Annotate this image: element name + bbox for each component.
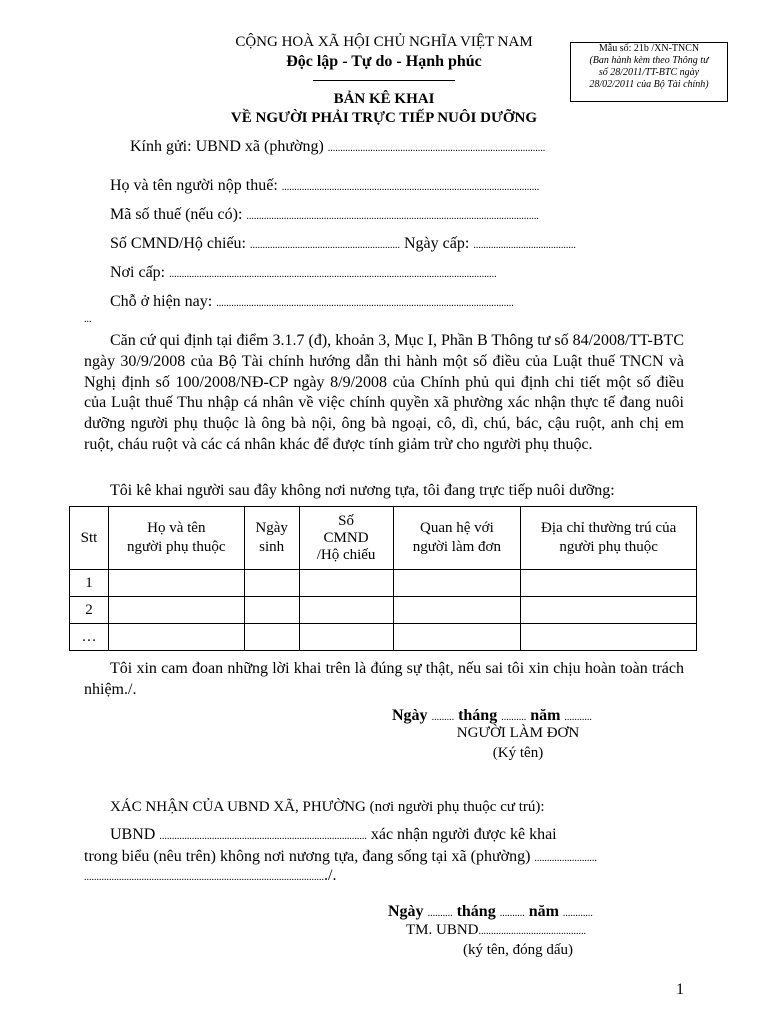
date-year-dots: ............ — [562, 908, 593, 919]
confirmation-line-3 — [84, 867, 336, 885]
id-card-dots: ............................................................ — [250, 240, 400, 251]
form-note-line-1: (Ban hành kèm theo Thông tư — [589, 55, 709, 66]
confirmation-line-3-dots: ................................................................................................ — [84, 872, 324, 883]
date-month-label: tháng — [458, 707, 498, 724]
applicant-title: NGƯỜI LÀM ĐƠN — [456, 725, 580, 741]
confirmation-line-2-dots: ......................... — [534, 853, 597, 864]
issue-place-field — [110, 264, 497, 282]
residence-label: Chỗ ở hiện nay: — [110, 293, 213, 310]
id-card-field — [110, 235, 576, 253]
issue-date-dots: ......................................... — [473, 240, 576, 251]
ubnd-sign-note: (ký tên, đóng dấu) — [463, 942, 573, 958]
legal-basis-paragraph: Căn cứ qui định tại điểm 3.1.7 (đ), khoản 3, Mục I, Phần B Thông tư số 84/2008/TT-BTC ngày 30/9/2008 của Bộ Tài chính hướng dẫn thi hành một số điều của Luật thuế TNCN và Nghị định số 100/2008/NĐ-CP ngày 8/9/2008 của Chính phủ qui định chi tiết một số điều của Luật thuế Thu nhập cá nhân về việc chính quyền xã phường xác nhận thực tế đang nuôi dưỡng người phụ thuộc là ông bà nội, ông bà ngoại, cô, dì, chú, bác, cậu ruột, anh chị em ruột, cháu ruột và các cá nhân khác để được tính giảm trừ cho người phụ thuộc. — [84, 332, 684, 453]
confirmation-heading: XÁC NHẬN CỦA UBND XÃ, PHƯỜNG (nơi người phụ thuộc cư trú): — [110, 799, 545, 815]
col-header-dob: Ngày sinh — [244, 507, 299, 570]
cell-id[interactable] — [299, 570, 393, 597]
header-underline — [313, 80, 455, 81]
table-header-row — [70, 507, 697, 570]
row-number: … — [70, 624, 109, 651]
confirmation-line-2-text: trong biểu (nêu trên) không nơi nương tựa, đang sống tại xã (phường) — [84, 848, 531, 865]
tax-code-label: Mã số thuế (nếu có): — [110, 206, 243, 223]
issue-place-dots: ................................................................................................................................... — [169, 269, 497, 280]
date-day-label: Ngày — [392, 707, 428, 724]
ubnd-date-line — [388, 903, 593, 921]
table-row — [70, 570, 697, 597]
cell-relation[interactable] — [393, 570, 521, 597]
date-day-label: Ngày — [388, 903, 424, 920]
date-day-dots: ......... — [431, 712, 455, 723]
ubnd-dots: ................................................................................... — [159, 831, 367, 842]
cell-address[interactable] — [521, 624, 697, 651]
table-row — [70, 597, 697, 624]
col-header-relation: Quan hệ với người làm đơn — [393, 507, 521, 570]
cell-relation[interactable] — [393, 624, 521, 651]
date-year-label: năm — [530, 707, 561, 724]
date-year-dots: ........... — [564, 712, 592, 723]
issue-date-label: Ngày cấp: — [404, 235, 470, 252]
date-month-dots: .......... — [499, 908, 525, 919]
dependents-table — [69, 506, 697, 651]
cell-dob[interactable] — [244, 570, 299, 597]
page-number: 1 — [676, 981, 684, 998]
residence-continuation: ... — [84, 314, 92, 325]
nation-title: CỘNG HOÀ XÃ HỘI CHỦ NGHĨA VIỆT NAM — [235, 34, 533, 50]
confirmation-line-1-tail: xác nhận người được kê khai — [370, 826, 557, 843]
date-year-label: năm — [528, 903, 559, 920]
id-card-label: Số CMND/Hộ chiếu: — [110, 235, 246, 252]
applicant-sign-note: (Ký tên) — [492, 745, 544, 761]
cell-id[interactable] — [299, 624, 393, 651]
col-header-address: Địa chỉ thường trú của người phụ thuộc — [521, 507, 697, 570]
cell-name[interactable] — [108, 597, 244, 624]
declaration-text: Tôi xin cam đoan những lời khai trên là đúng sự thật, nếu sai tôi xin chịu hoàn toàn trách nhiệm./. — [84, 660, 684, 698]
row-number: 2 — [70, 597, 109, 624]
residence-field — [110, 293, 514, 311]
tax-code-dots: ..................................................................................................................... — [246, 211, 539, 222]
residence-dots: ....................................................................................................................... — [216, 298, 514, 309]
col-header-id: Số CMND /Hộ chiếu — [299, 507, 393, 570]
recipient-label: Kính gửi: UBND xã (phường) — [130, 138, 324, 155]
issue-place-label: Nơi cấp: — [110, 264, 166, 281]
col-header-name: Họ và tên người phụ thuộc — [108, 507, 244, 570]
tax-code-field — [110, 206, 539, 224]
form-note-line-2: số 28/2011/TT-BTC ngày — [598, 67, 700, 78]
taxpayer-name-field — [110, 177, 539, 195]
form-note-line-3: 28/02/2011 của Bộ Tài chính) — [589, 79, 709, 90]
taxpayer-name-dots: ....................................................................................................... — [281, 182, 540, 193]
cell-relation[interactable] — [393, 597, 521, 624]
row-number: 1 — [70, 570, 109, 597]
confirmation-line-3-tail: ./. — [324, 867, 337, 884]
col-header-stt: Stt — [70, 507, 109, 570]
recipient-line — [130, 138, 545, 156]
cell-name[interactable] — [108, 624, 244, 651]
form-code-box — [570, 42, 728, 102]
ubnd-signer-title-dots: ........................................... — [478, 926, 587, 937]
recipient-dots: ....................................................................................... — [327, 143, 546, 154]
ubnd-signer-title — [406, 922, 586, 939]
date-month-label: tháng — [456, 903, 496, 920]
motto: Độc lập - Tự do - Hạnh phúc — [286, 53, 482, 70]
confirmation-line-1 — [110, 826, 557, 844]
document-title: BẢN KÊ KHAI — [333, 91, 435, 107]
cell-name[interactable] — [108, 570, 244, 597]
cell-dob[interactable] — [244, 624, 299, 651]
confirmation-line-2 — [84, 848, 597, 866]
cell-address[interactable] — [521, 570, 697, 597]
cell-dob[interactable] — [244, 597, 299, 624]
table-row — [70, 624, 697, 651]
cell-id[interactable] — [299, 597, 393, 624]
date-month-dots: .......... — [501, 712, 527, 723]
ubnd-label: UBND — [110, 826, 156, 843]
declaration-intro: Tôi kê khai người sau đây không nơi nương tựa, tôi đang trực tiếp nuôi dưỡng: — [110, 482, 615, 499]
document-subtitle: VỀ NGƯỜI PHẢI TRỰC TIẾP NUÔI DƯỠNG — [230, 110, 538, 126]
applicant-date-line — [392, 707, 592, 725]
taxpayer-name-label: Họ và tên người nộp thuế: — [110, 177, 278, 194]
ubnd-signer-title-text: TM. UBND — [406, 922, 479, 938]
date-day-dots: .......... — [427, 908, 453, 919]
cell-address[interactable] — [521, 597, 697, 624]
form-code: Mẫu số: 21b /XN-TNCN — [598, 43, 700, 54]
